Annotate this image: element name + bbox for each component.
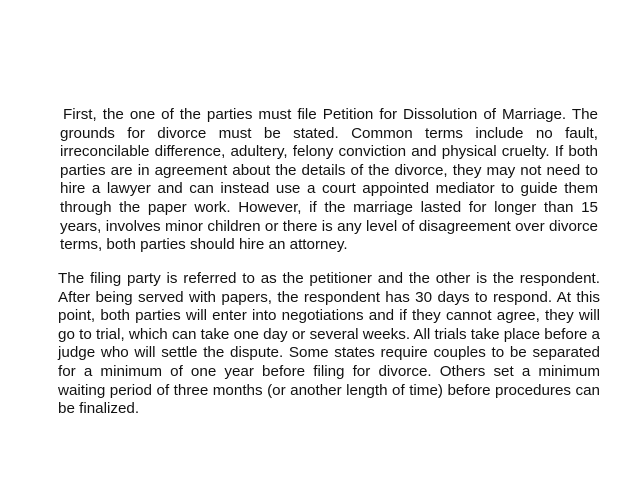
paragraph-filing-petition: First, the one of the parties must file Petition for Dissolution of Marriage. The grounds for divorce must be stated. Common terms include no fault, irreconcilable difference, adultery, felony conviction and physical cruelty. If both parties are in agreement about the details of the divorce, they may not need to hire a lawyer and can instead use a court appointed mediator to guide them through the paper work. However, if the marriage lasted for longer than 15 years, involves minor children or there is any level of disagreement over divorce terms, both parties should hire an attorney. (60, 106, 598, 254)
paragraph-petitioner-respondent: The filing party is referred to as the petitioner and the other is the respondent. After being served with papers, the respondent has 30 days to respond. At this point, both parties will enter into negotiations and if they cannot agree, they will go to trial, which can take one day or several weeks. All trials take place before a judge who will settle the dispute. Some states require couples to be separated for a minimum of one year before filing for divorce. Others set a minimum waiting period of three months (or another length of time) before procedures can be finalized. (58, 270, 600, 418)
